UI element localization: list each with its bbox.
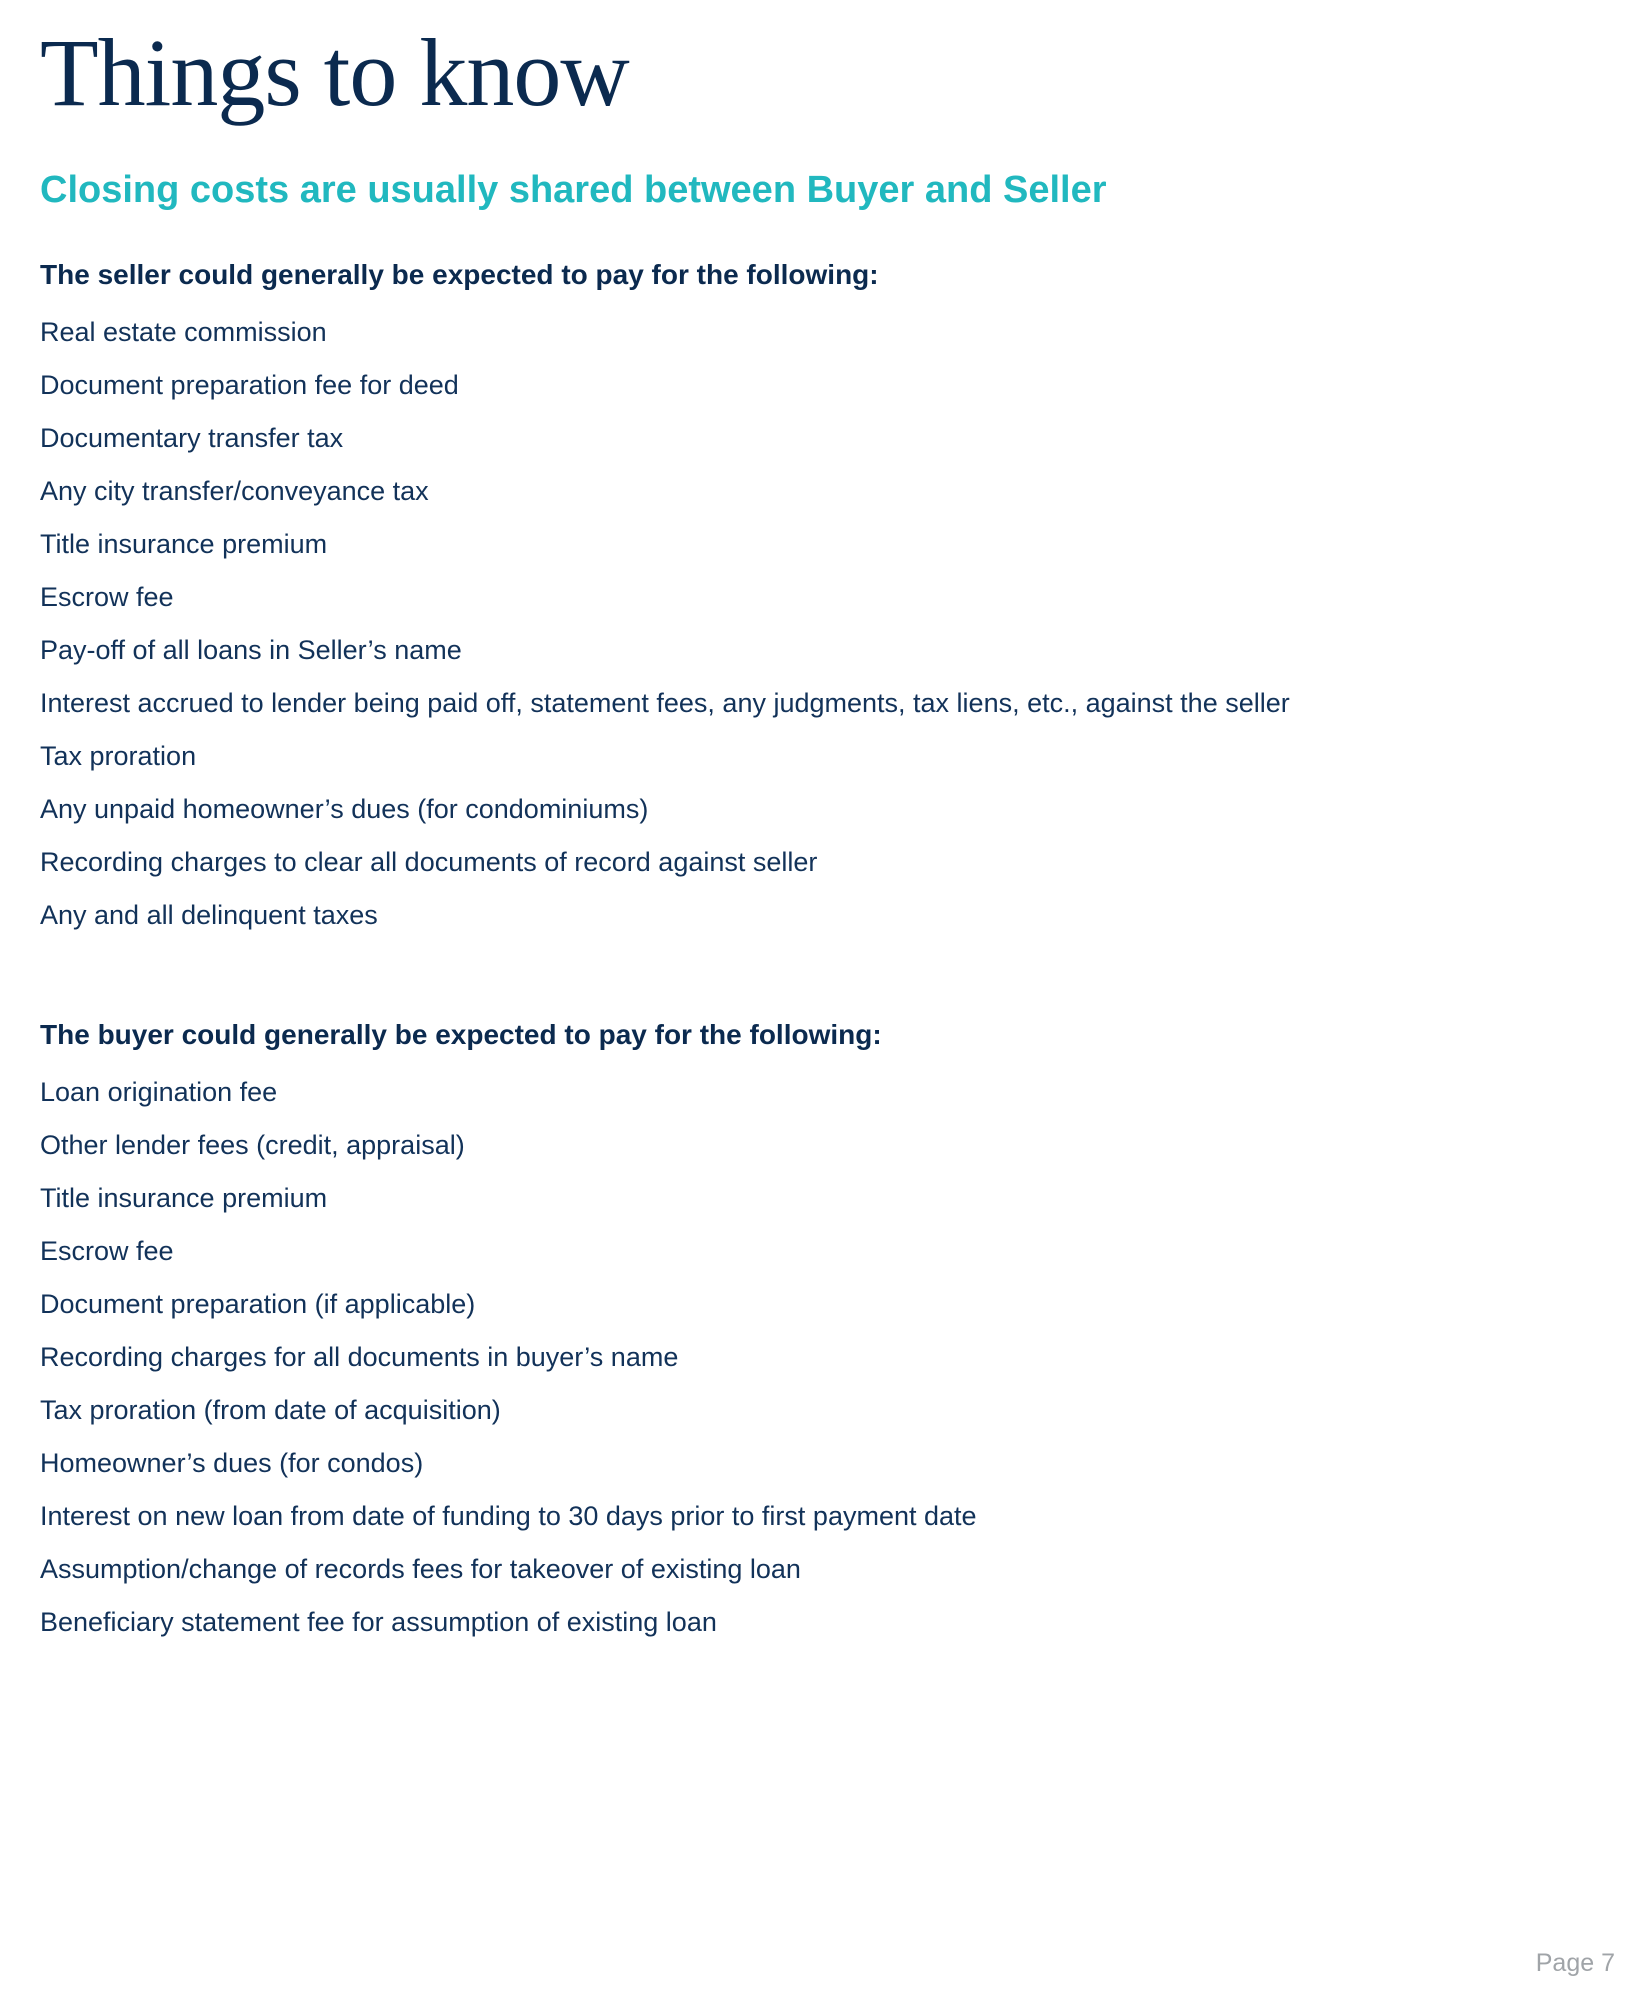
seller-section-heading (40, 254, 1597, 296)
list-item: Document preparation (if applicable) (40, 1288, 476, 1319)
page-title: Things to know (40, 19, 629, 126)
page-subtitle: Closing costs are usually shared between Buyer and Seller (40, 169, 1107, 212)
list-item: Loan origination fee (40, 1076, 278, 1107)
list-item: Any city transfer/conveyance tax (40, 475, 429, 506)
list-item: Recording charges to clear all documents of record against seller (40, 846, 818, 877)
list-item: Pay-off of all loans in Seller’s name (40, 634, 462, 665)
buyer-heading-party: buyer (97, 1018, 174, 1050)
list-item: Real estate commission (40, 316, 327, 347)
list-item: Homeowner’s dues (for condos) (40, 1447, 424, 1478)
document-page (40, 18, 1597, 1649)
seller-section (40, 254, 1597, 942)
list-item: Interest accrued to lender being paid off, statement fees, any judgments, tax liens, etc., against the seller (40, 687, 1290, 718)
buyer-section-heading (40, 1014, 1597, 1056)
seller-heading-party: seller (97, 258, 171, 290)
list-item: Recording charges for all documents in buyer’s name (40, 1341, 679, 1372)
buyer-heading-suffix: could generally be expected to pay for the following: (173, 1018, 882, 1050)
list-item: Interest on new loan from date of funding to 30 days prior to first payment date (40, 1500, 977, 1531)
list-item: Document preparation fee for deed (40, 369, 459, 400)
list-item: Beneficiary statement fee for assumption of existing loan (40, 1606, 717, 1637)
buyer-heading-prefix: The (40, 1018, 98, 1050)
list-item: Title insurance premium (40, 528, 328, 559)
list-item: Title insurance premium (40, 1182, 328, 1213)
list-item: Tax proration (40, 740, 197, 771)
list-item: Assumption/change of records fees for takeover of existing loan (40, 1553, 801, 1584)
seller-heading-suffix: could generally be expected to pay for the following: (170, 258, 879, 290)
seller-cost-list (40, 306, 1597, 942)
list-item: Documentary transfer tax (40, 422, 344, 453)
list-item: Escrow fee (40, 1235, 174, 1266)
buyer-cost-list (40, 1066, 1597, 1649)
list-item: Any and all delinquent taxes (40, 899, 378, 930)
list-item: Escrow fee (40, 581, 174, 612)
list-item: Tax proration (from date of acquisition) (40, 1394, 501, 1425)
list-item: Any unpaid homeowner’s dues (for condominiums) (40, 793, 649, 824)
buyer-section (40, 1014, 1597, 1649)
seller-heading-prefix: The (40, 258, 98, 290)
page-number: Page 7 (1535, 1949, 1615, 1977)
list-item: Other lender fees (credit, appraisal) (40, 1129, 465, 1160)
